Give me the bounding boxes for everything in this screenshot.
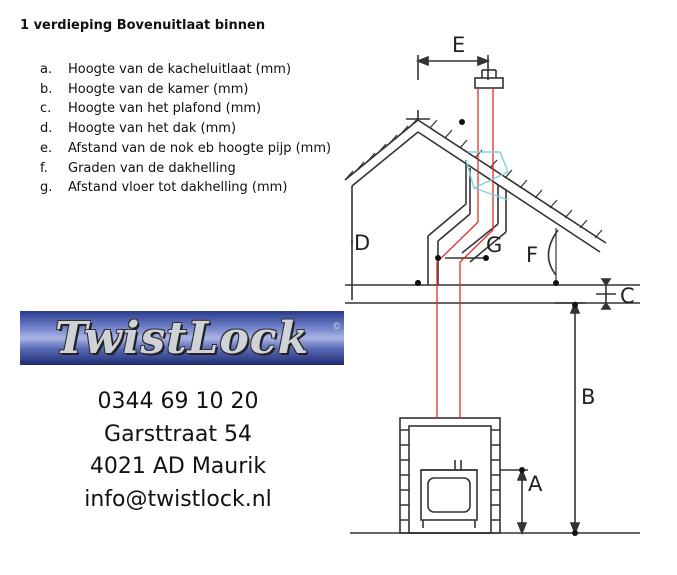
label-f: F bbox=[526, 243, 539, 267]
list-item-letter: e. bbox=[40, 140, 53, 156]
list-item-letter: c. bbox=[40, 101, 52, 117]
stove bbox=[400, 418, 500, 533]
list-item-text: Hoogte van het dak (mm) bbox=[68, 121, 237, 137]
registered-mark: © bbox=[333, 321, 340, 331]
roof bbox=[345, 110, 606, 300]
measure-dots bbox=[415, 119, 578, 536]
label-b: B bbox=[581, 385, 596, 409]
list-item-letter: f. bbox=[40, 160, 48, 176]
pipe-cap bbox=[475, 78, 503, 88]
dimension-a bbox=[500, 470, 528, 533]
list-item-text: Graden van de dakhelling bbox=[68, 160, 236, 176]
label-d: D bbox=[354, 231, 371, 255]
list-item-text: Afstand van de nok eb hoogte pijp (mm) bbox=[68, 140, 332, 156]
label-g: G bbox=[486, 233, 503, 257]
dimension-e-arrow-left bbox=[418, 57, 428, 65]
dimension-e-arrow-right bbox=[478, 57, 488, 65]
list-item-letter: d. bbox=[40, 121, 53, 137]
label-c: C bbox=[620, 284, 635, 308]
list-item-text: Afstand vloer tot dakhelling (mm) bbox=[68, 180, 288, 196]
roof-flashing bbox=[466, 152, 508, 200]
ceiling bbox=[345, 285, 640, 303]
list-item-text: Hoogte van de kamer (mm) bbox=[68, 81, 249, 97]
logo-text: TwistLock bbox=[54, 312, 310, 364]
contact-street: Garsttraat 54 bbox=[104, 421, 252, 447]
list-item-letter: b. bbox=[40, 81, 53, 97]
list-item-text: Hoogte van de kacheluitlaat (mm) bbox=[68, 62, 292, 77]
contact-phone: 0344 69 10 20 bbox=[97, 389, 259, 414]
dimension-c bbox=[596, 279, 616, 309]
contact-city: 4021 AD Maurik bbox=[89, 454, 267, 479]
label-a: A bbox=[528, 472, 543, 496]
dimension-b bbox=[555, 303, 585, 533]
page-title: 1 verdieping Bovenuitlaat binnen bbox=[20, 18, 266, 33]
list-item-letter: a. bbox=[40, 62, 53, 77]
contact-email: info@twistlock.nl bbox=[84, 486, 272, 512]
list-item-text: Hoogte van het plafond (mm) bbox=[68, 101, 262, 117]
list-item-letter: g. bbox=[40, 180, 53, 196]
label-e: E bbox=[452, 33, 466, 57]
